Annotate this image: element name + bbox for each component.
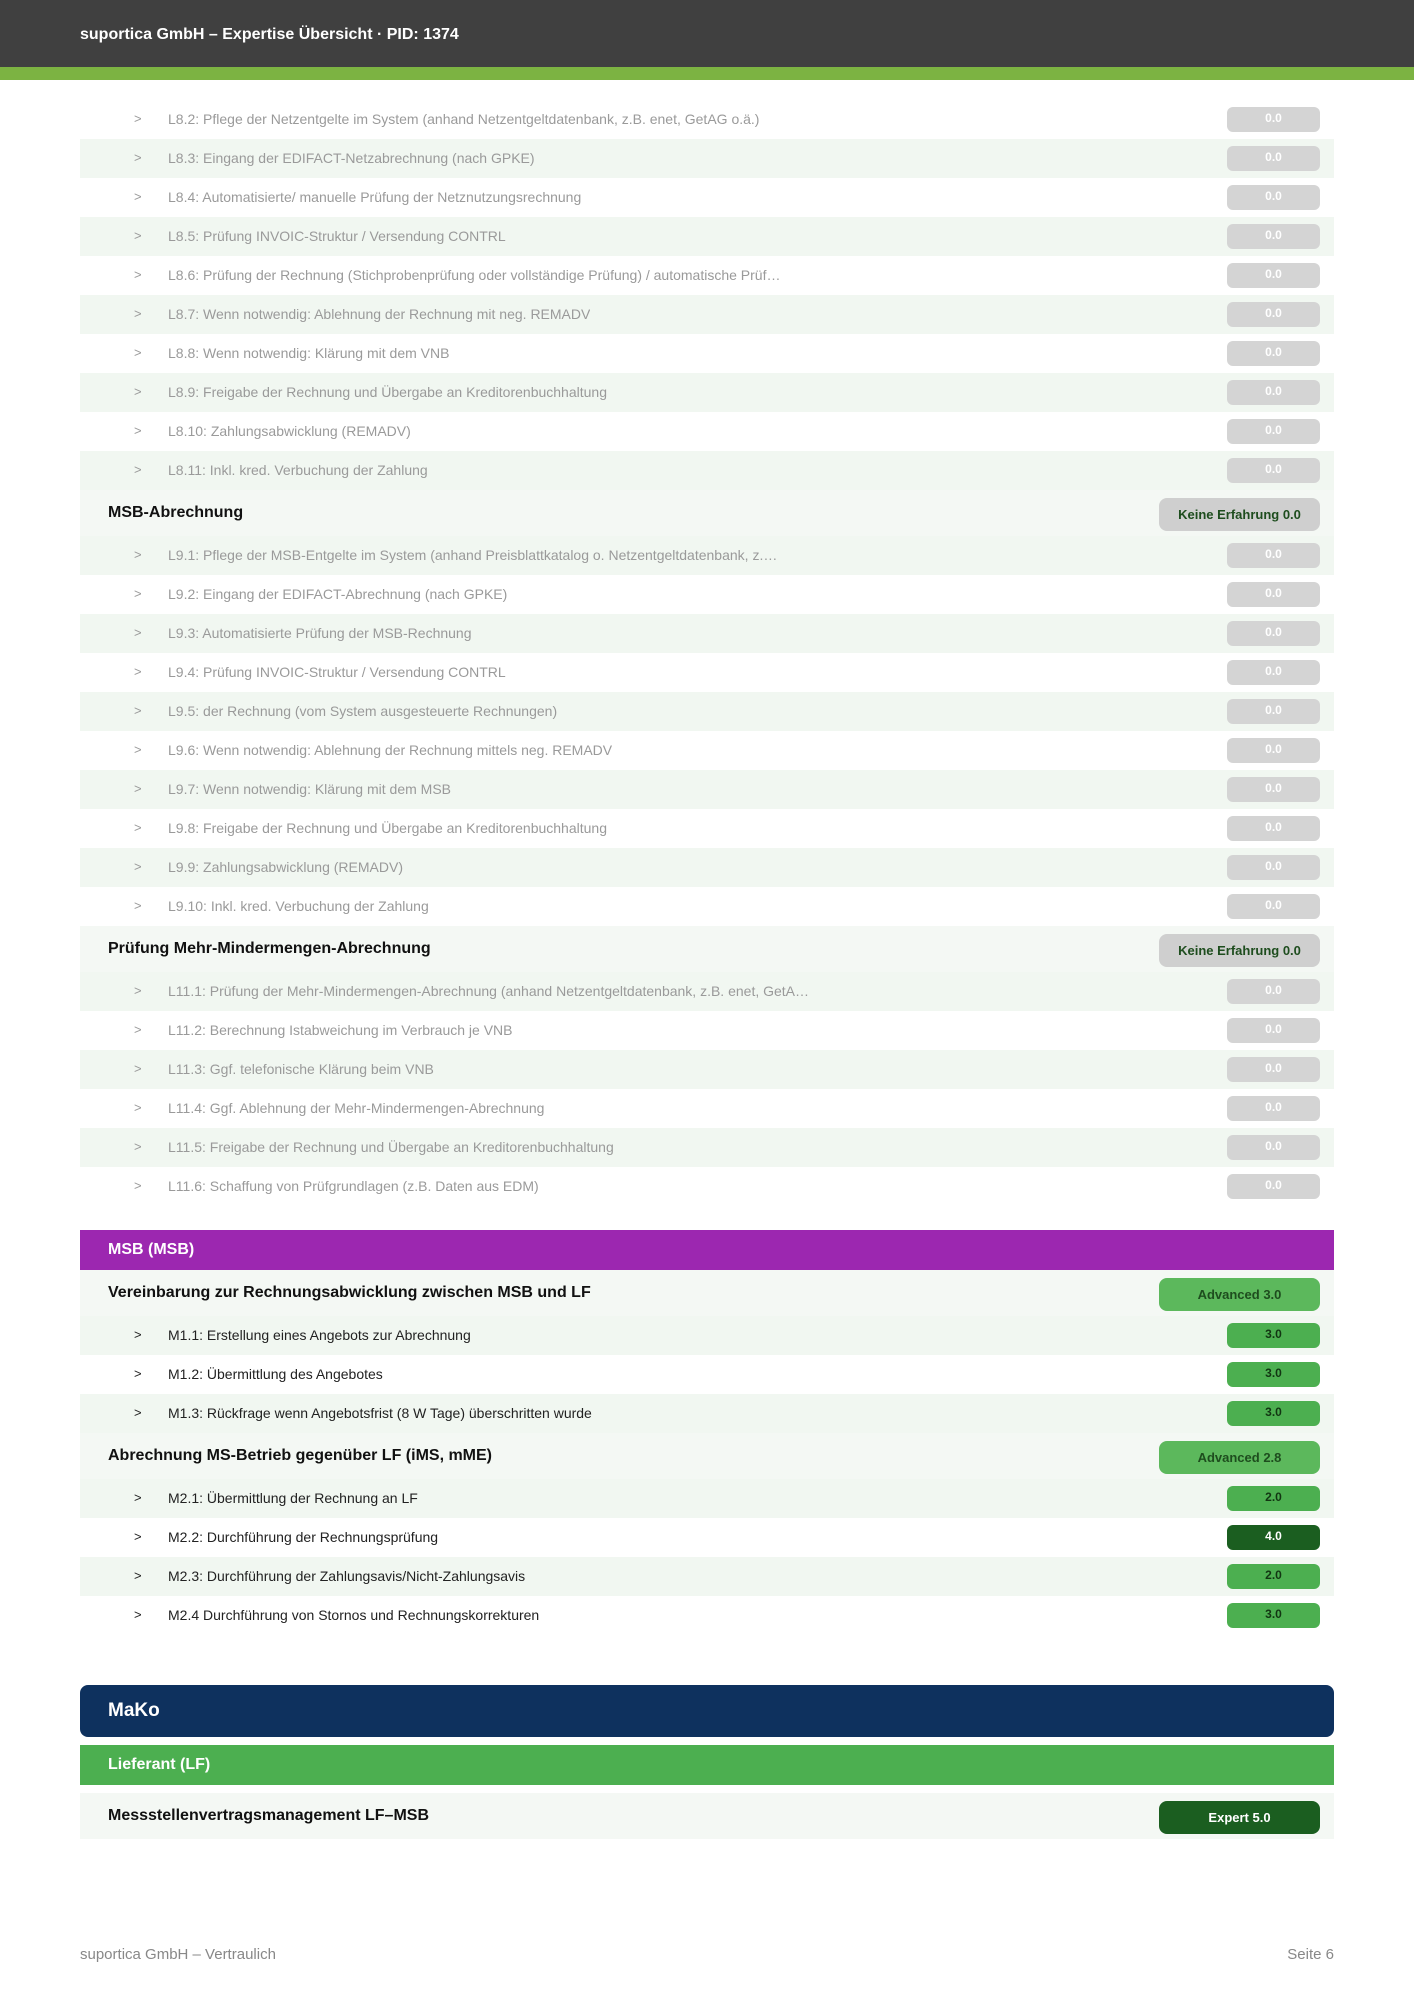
group-title: Vereinbarung zur Rechnungsabwicklung zwischen MSB und LF (108, 1284, 591, 1301)
item-label: L9.3: Automatisierte Prüfung der MSB-Rechnung (168, 625, 472, 641)
score-pill: 0.0 (1227, 458, 1320, 483)
score-pill: 0.0 (1227, 1096, 1320, 1121)
item-label: M2.4 Durchführung von Stornos und Rechnungskorrekturen (168, 1607, 540, 1623)
list-item (80, 653, 1334, 692)
chevron-right-icon: > (134, 150, 142, 165)
list-item (80, 1128, 1334, 1167)
chevron-right-icon: > (134, 423, 142, 438)
list-item (80, 373, 1334, 412)
chevron-right-icon: > (134, 742, 142, 757)
score-pill: 0.0 (1227, 894, 1320, 919)
list-item (80, 972, 1334, 1011)
chevron-right-icon: > (134, 345, 142, 360)
list-item (80, 887, 1334, 926)
section-header-mako (80, 1685, 1334, 1737)
item-label: L8.4: Automatisierte/ manuelle Prüfung der Netznutzungsrechnung (168, 189, 582, 205)
chevron-right-icon: > (134, 983, 142, 998)
item-label: M1.2: Übermittlung des Angebotes (168, 1366, 383, 1382)
list-item (80, 1557, 1334, 1596)
list-item (80, 1394, 1334, 1433)
list-item (80, 614, 1334, 653)
section-header-msb (80, 1230, 1334, 1270)
list-item (80, 1518, 1334, 1557)
chevron-right-icon: > (134, 664, 142, 679)
score-pill: 0.0 (1227, 777, 1320, 802)
footer-left: suportica GmbH – Vertraulich (80, 1946, 276, 1963)
score-pill: 2.0 (1227, 1564, 1320, 1589)
item-label: L8.10: Zahlungsabwicklung (REMADV) (168, 423, 411, 439)
item-label: L9.5: der Rechnung (vom System ausgesteuerte Rechnungen) (168, 703, 558, 719)
score-pill: 0.0 (1227, 380, 1320, 405)
score-pill: 0.0 (1227, 1018, 1320, 1043)
group-title: MSB-Abrechnung (108, 504, 244, 521)
score-pill: 0.0 (1227, 1135, 1320, 1160)
chevron-right-icon: > (134, 1022, 142, 1037)
group-mehr-mindermengen (80, 926, 1334, 972)
list-item (80, 692, 1334, 731)
list-item (80, 100, 1334, 139)
item-label: L8.6: Prüfung der Rechnung (Stichprobenprüfung oder vollständige Prüfung) / automatische Prüf… (168, 267, 781, 283)
spacer (80, 1785, 1334, 1793)
item-label: L9.10: Inkl. kred. Verbuchung der Zahlung (168, 898, 429, 914)
list-item (80, 178, 1334, 217)
score-pill: 3.0 (1227, 1323, 1320, 1348)
chevron-right-icon: > (134, 1568, 142, 1583)
list-item (80, 256, 1334, 295)
score-pill: 0.0 (1227, 1174, 1320, 1199)
score-pill: 0.0 (1227, 582, 1320, 607)
chevron-right-icon: > (134, 820, 142, 835)
score-pill: 0.0 (1227, 185, 1320, 210)
section-title: MaKo (108, 1700, 160, 1721)
item-label: L8.11: Inkl. kred. Verbuchung der Zahlung (168, 462, 428, 478)
item-label: L8.7: Wenn notwendig: Ablehnung der Rechnung mit neg. REMADV (168, 306, 591, 322)
header-accent-bar (0, 67, 1414, 80)
chevron-right-icon: > (134, 586, 142, 601)
chevron-right-icon: > (134, 898, 142, 913)
item-label: M2.1: Übermittlung der Rechnung an LF (168, 1490, 418, 1506)
chevron-right-icon: > (134, 1100, 142, 1115)
chevron-right-icon: > (134, 1490, 142, 1505)
subsection-title: Lieferant (LF) (108, 1756, 211, 1773)
item-label: M2.2: Durchführung der Rechnungsprüfung (168, 1529, 439, 1545)
score-pill: 3.0 (1227, 1603, 1320, 1628)
score-pill: 3.0 (1227, 1401, 1320, 1426)
item-label: L9.6: Wenn notwendig: Ablehnung der Rechnung mittels neg. REMADV (168, 742, 613, 758)
score-pill: 0.0 (1227, 543, 1320, 568)
item-label: L9.9: Zahlungsabwicklung (REMADV) (168, 859, 403, 875)
item-label: M2.3: Durchführung der Zahlungsavis/Nicht-Zahlungsavis (168, 1568, 526, 1584)
score-pill: 3.0 (1227, 1362, 1320, 1387)
item-label: L9.7: Wenn notwendig: Klärung mit dem MSB (168, 781, 452, 797)
chevron-right-icon: > (134, 384, 142, 399)
chevron-right-icon: > (134, 1178, 142, 1193)
group-badge: Keine Erfahrung 0.0 (1159, 498, 1320, 531)
group-abrechnung-ms-betrieb (80, 1433, 1334, 1479)
page-header (0, 0, 1414, 67)
score-pill: 0.0 (1227, 979, 1320, 1004)
list-item (80, 731, 1334, 770)
chevron-right-icon: > (134, 703, 142, 718)
item-label: L11.4: Ggf. Ablehnung der Mehr-Mindermengen-Abrechnung (168, 1100, 545, 1116)
chevron-right-icon: > (134, 228, 142, 243)
list-item (80, 295, 1334, 334)
score-pill: 0.0 (1227, 738, 1320, 763)
item-label: L8.3: Eingang der EDIFACT-Netzabrechnung (nach GPKE) (168, 150, 535, 166)
list-item (80, 1167, 1334, 1206)
chevron-right-icon: > (134, 547, 142, 562)
group-vereinbarung (80, 1270, 1334, 1316)
group-badge: Advanced 2.8 (1159, 1441, 1320, 1474)
item-label: L11.3: Ggf. telefonische Klärung beim VNB (168, 1061, 434, 1077)
list-item (80, 217, 1334, 256)
spacer (80, 1737, 1334, 1745)
list-item (80, 770, 1334, 809)
list-item (80, 1050, 1334, 1089)
chevron-right-icon: > (134, 306, 142, 321)
chevron-right-icon: > (134, 462, 142, 477)
score-pill: 0.0 (1227, 621, 1320, 646)
spacer (80, 1206, 1334, 1230)
list-item (80, 412, 1334, 451)
score-pill: 0.0 (1227, 660, 1320, 685)
item-label: M1.1: Erstellung eines Angebots zur Abrechnung (168, 1327, 471, 1343)
item-label: L8.5: Prüfung INVOIC-Struktur / Versendung CONTRL (168, 228, 506, 244)
score-pill: 0.0 (1227, 1057, 1320, 1082)
score-pill: 4.0 (1227, 1525, 1320, 1550)
chevron-right-icon: > (134, 1139, 142, 1154)
list-item (80, 139, 1334, 178)
chevron-right-icon: > (134, 1529, 142, 1544)
score-pill: 0.0 (1227, 855, 1320, 880)
list-item (80, 575, 1334, 614)
item-label: L8.2: Pflege der Netzentgelte im System (anhand Netzentgeltdatenbank, z.B. enet, GetAG o.ä.) (168, 111, 760, 127)
item-label: L9.2: Eingang der EDIFACT-Abrechnung (nach GPKE) (168, 586, 508, 602)
chevron-right-icon: > (134, 781, 142, 796)
item-label: L8.9: Freigabe der Rechnung und Übergabe an Kreditorenbuchhaltung (168, 384, 607, 400)
score-pill: 0.0 (1227, 302, 1320, 327)
list-item (80, 536, 1334, 575)
item-label: L11.5: Freigabe der Rechnung und Übergabe an Kreditorenbuchhaltung (168, 1139, 614, 1155)
chevron-right-icon: > (134, 1366, 142, 1381)
footer-page-number: Seite 6 (1287, 1946, 1334, 1963)
item-label: L11.6: Schaffung von Prüfgrundlagen (z.B. Daten aus EDM) (168, 1178, 539, 1194)
score-pill: 0.0 (1227, 419, 1320, 444)
chevron-right-icon: > (134, 111, 142, 126)
list-item (80, 334, 1334, 373)
list-item (80, 1355, 1334, 1394)
score-pill: 0.0 (1227, 107, 1320, 132)
chevron-right-icon: > (134, 1061, 142, 1076)
score-pill: 0.0 (1227, 224, 1320, 249)
subsection-header-lieferant (80, 1745, 1334, 1785)
item-label: L9.4: Prüfung INVOIC-Struktur / Versendung CONTRL (168, 664, 506, 680)
score-pill: 0.0 (1227, 146, 1320, 171)
item-label: L11.2: Berechnung Istabweichung im Verbrauch je VNB (168, 1022, 513, 1038)
item-label: L11.1: Prüfung der Mehr-Mindermengen-Abrechnung (anhand Netzentgeltdatenbank, z.B. enet, GetA… (168, 983, 810, 999)
item-label: M1.3: Rückfrage wenn Angebotsfrist (8 W Tage) überschritten wurde (168, 1405, 592, 1421)
group-title: Prüfung Mehr-Mindermengen-Abrechnung (108, 940, 431, 957)
item-label: L9.1: Pflege der MSB-Entgelte im System (anhand Preisblattkatalog o. Netzentgeltdatenbank, z.… (168, 547, 778, 563)
chevron-right-icon: > (134, 1607, 142, 1622)
group-badge: Expert 5.0 (1159, 1801, 1320, 1834)
score-pill: 0.0 (1227, 263, 1320, 288)
score-pill: 0.0 (1227, 341, 1320, 366)
item-label: L8.8: Wenn notwendig: Klärung mit dem VNB (168, 345, 450, 361)
spacer (80, 1635, 1334, 1685)
page-title: suportica GmbH – Expertise Übersicht · PID: 1374 (80, 26, 459, 43)
list-item (80, 848, 1334, 887)
chevron-right-icon: > (134, 1405, 142, 1420)
list-item (80, 451, 1334, 490)
group-msb-abrechnung (80, 490, 1334, 536)
section-title: MSB (MSB) (108, 1241, 195, 1258)
score-pill: 2.0 (1227, 1486, 1320, 1511)
chevron-right-icon: > (134, 267, 142, 282)
group-badge: Advanced 3.0 (1159, 1278, 1320, 1311)
group-messstellenvertragsmanagement (80, 1793, 1334, 1839)
chevron-right-icon: > (134, 625, 142, 640)
list-item (80, 809, 1334, 848)
group-title: Messstellenvertragsmanagement LF–MSB (108, 1807, 429, 1824)
list-item (80, 1011, 1334, 1050)
content (80, 100, 1334, 1839)
score-pill: 0.0 (1227, 816, 1320, 841)
score-pill: 0.0 (1227, 699, 1320, 724)
list-item (80, 1089, 1334, 1128)
list-item (80, 1596, 1334, 1635)
item-label: L9.8: Freigabe der Rechnung und Übergabe an Kreditorenbuchhaltung (168, 820, 607, 836)
chevron-right-icon: > (134, 859, 142, 874)
group-badge: Keine Erfahrung 0.0 (1159, 934, 1320, 967)
list-item (80, 1316, 1334, 1355)
list-item (80, 1479, 1334, 1518)
group-title: Abrechnung MS-Betrieb gegenüber LF (iMS, mME) (108, 1447, 493, 1464)
chevron-right-icon: > (134, 1327, 142, 1342)
chevron-right-icon: > (134, 189, 142, 204)
